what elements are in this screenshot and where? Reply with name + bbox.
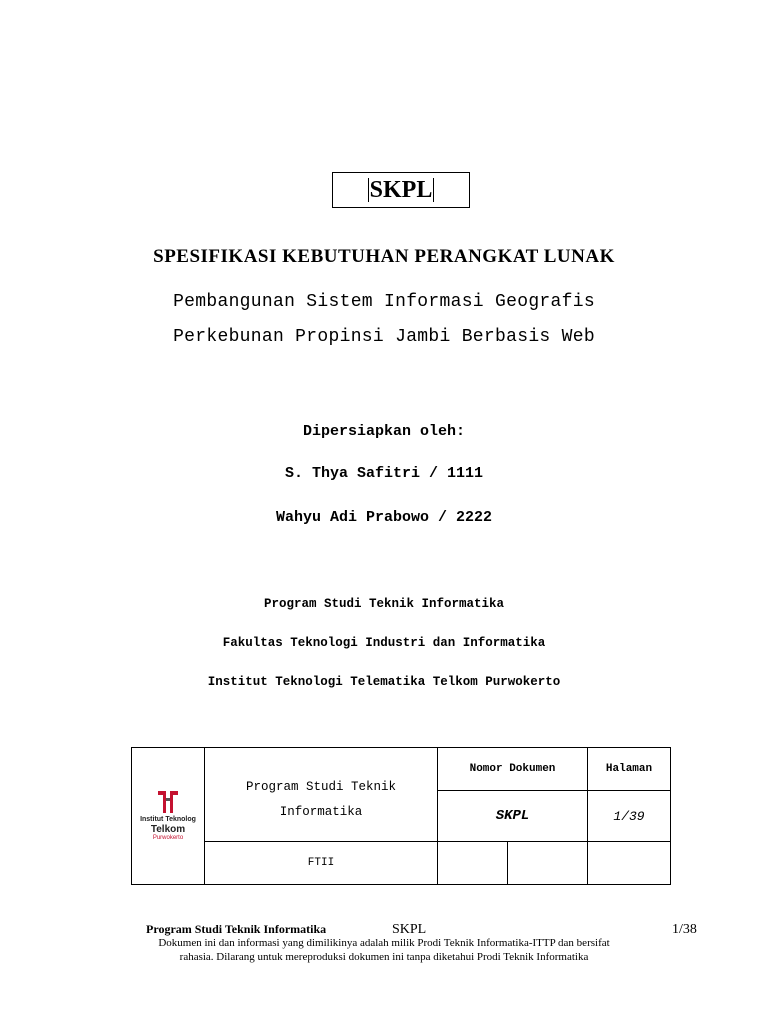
institute-logo [132, 791, 204, 842]
prepared-by-label: Dipersiapkan oleh: [302, 423, 466, 440]
footer-page: 1/38 [672, 922, 697, 937]
footer-note-line-1: Dokumen ini dan informasi yang dimilikinya adalah milik Prodi Teknik Informatika-ITTP dan bersifat [158, 937, 610, 949]
page-header: Halaman [588, 748, 671, 791]
logo-text-line-3: Purwokerto [152, 834, 184, 841]
document-code: SKPL [369, 176, 433, 203]
empty-cell-2 [508, 842, 588, 885]
program-cell [205, 748, 438, 842]
doc-number-header: Nomor Dokumen [438, 748, 588, 791]
cursor-bar-right [433, 178, 434, 202]
program-cell-line-2: Informatika [279, 804, 363, 819]
logo-cell [132, 748, 205, 885]
logo-text-line-2: Telkom [150, 823, 186, 835]
faculty-name: Fakultas Teknologi Industri dan Informatika [222, 636, 546, 650]
telkom-logo-icon [155, 791, 181, 813]
footer-note-line-2: rahasia. Dilarang untuk mereproduksi dokumen ini tanpa diketahui Prodi Teknik Informatika [179, 951, 589, 963]
document-code-box [332, 172, 470, 208]
logo-text-line-1: Institut Teknolog [140, 815, 196, 823]
project-title-line-2: Perkebunan Propinsi Jambi Berbasis Web [173, 327, 595, 347]
author-1: S. Thya Safitri / 1111 [284, 465, 484, 482]
program-name: Program Studi Teknik Informatika [263, 597, 505, 611]
author-2: Wahyu Adi Prabowo / 2222 [275, 509, 493, 526]
footer-confidentiality-note [0, 936, 768, 964]
doc-number-value: SKPL [438, 791, 588, 842]
document-title: SPESIFIKASI KEBUTUHAN PERANGKAT LUNAK [153, 246, 615, 267]
page-value: 1/39 [588, 791, 671, 842]
project-title-line-1: Pembangunan Sistem Informasi Geografis [173, 292, 595, 312]
document-info-table [131, 747, 671, 885]
empty-cell-1 [438, 842, 508, 885]
cursor-bar-left [368, 178, 369, 202]
program-cell-line-1: Program Studi Teknik [245, 779, 397, 794]
institute-name: Institut Teknologi Telematika Telkom Purwokerto [207, 675, 561, 689]
footer-code: SKPL [392, 922, 427, 937]
footer-program: Program Studi Teknik Informatika [146, 922, 327, 936]
empty-cell-3 [588, 842, 671, 885]
unit-cell: FTII [205, 842, 438, 885]
